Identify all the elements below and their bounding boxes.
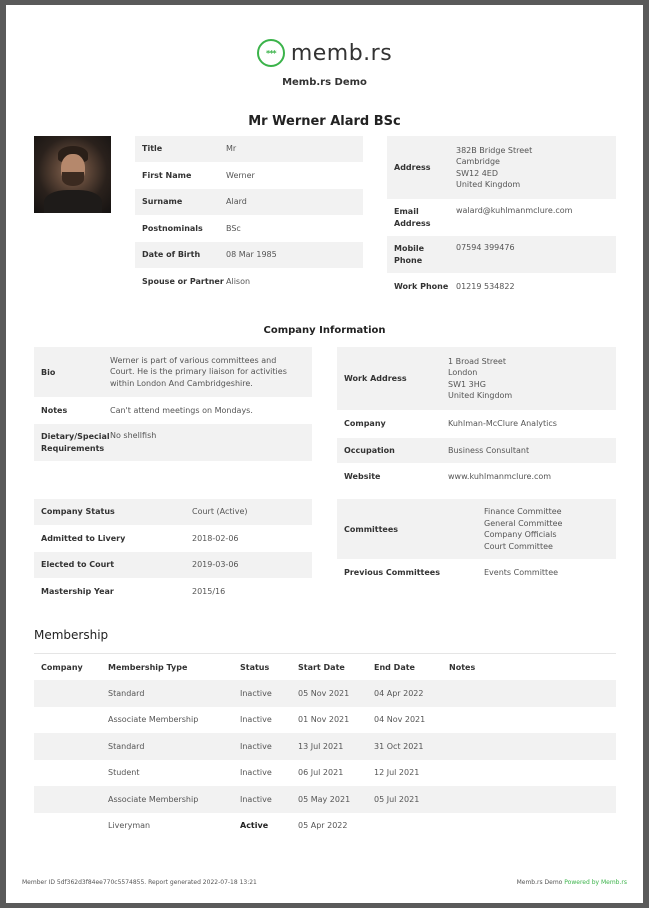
bio-value: [110, 355, 287, 390]
cell-type: Standard: [101, 680, 233, 707]
work-address-line: 1 Broad Street: [448, 356, 506, 366]
bio-line: Court. He is the primary liaison for activities: [110, 367, 287, 377]
committees-value: [484, 506, 562, 552]
logo-text: memb.rs: [290, 40, 393, 66]
dietary-value: No shellfish: [110, 431, 157, 440]
cell-status: Inactive: [240, 768, 272, 778]
membership-header-row: [34, 654, 616, 680]
cell-end: 05 Jul 2021: [367, 786, 442, 813]
cell-notes: [442, 680, 616, 707]
mobile-label-line: Mobile: [394, 244, 425, 253]
work-details: [337, 347, 616, 491]
status-row: [34, 526, 312, 553]
column-header: Start Date: [298, 662, 345, 672]
status-label: Admitted to Livery: [41, 533, 126, 543]
org-name: Memb.rs Demo: [282, 77, 367, 88]
cell-end: 04 Apr 2022: [367, 680, 442, 707]
occupation-row: [337, 438, 616, 465]
detail-label: Spouse or Partner: [142, 276, 224, 286]
detail-value: Alison: [226, 276, 251, 286]
cell-notes: [442, 813, 616, 840]
column-header: End Date: [374, 662, 415, 672]
table-row: [34, 786, 616, 813]
previous-committees-row: [337, 560, 616, 587]
bio-details: [34, 347, 312, 462]
status-label: Elected to Court: [41, 560, 115, 570]
bio-label: Bio: [41, 367, 56, 377]
member-photo: [34, 136, 111, 213]
mobile-value: 07594 399476: [456, 243, 515, 252]
committees-details: [337, 499, 616, 587]
detail-label: Title: [142, 144, 163, 154]
status-row: [34, 499, 312, 526]
address-line: United Kingdom: [456, 180, 521, 189]
cell-start: 05 May 2021: [291, 786, 367, 813]
detail-row: [135, 163, 363, 190]
email-value: walard@kuhlmanmclure.com: [456, 206, 573, 215]
footer-org: Memb.rs Demo: [516, 879, 563, 886]
status-value: 2015/16: [192, 586, 226, 596]
column-header: Status: [240, 662, 270, 672]
table-row: [34, 707, 616, 734]
website-value: www.kuhlmanmclure.com: [448, 472, 552, 482]
member-name: Mr Werner Alard BSc: [248, 114, 401, 129]
occupation-value: Business Consultant: [448, 445, 530, 455]
address-line: SW12 4ED: [456, 168, 499, 178]
status-value: 2019-03-06: [192, 560, 239, 570]
detail-value: Alard: [226, 197, 247, 207]
cell-company: [34, 760, 101, 787]
status-label: Company Status: [41, 507, 115, 517]
detail-value: 08 Mar 1985: [226, 250, 277, 260]
cell-end: 04 Nov 2021: [374, 715, 426, 725]
address-line: Cambridge: [456, 157, 500, 166]
cell-company: [34, 680, 101, 707]
detail-label: Surname: [142, 197, 183, 207]
footer-member-id: Member ID 5df362d3f84ee770c5574855. Report generated 2022-07-18 13:21: [22, 879, 257, 886]
committee-line: Finance Committee: [484, 507, 562, 516]
work-address-line: SW1 3HG: [448, 379, 486, 389]
cell-company: [34, 707, 101, 734]
address-label: Address: [394, 163, 431, 172]
website-row: [337, 464, 616, 491]
company-label: Company: [344, 419, 386, 429]
notes-row: [34, 398, 312, 424]
membership-table: [34, 654, 616, 839]
occupation-label: Occupation: [344, 445, 395, 455]
membership-title: Membership: [34, 628, 109, 642]
dietary-label-line: Requirements: [41, 443, 105, 453]
cell-notes: [442, 707, 616, 734]
work-address-label: Work Address: [344, 374, 407, 383]
detail-label: Date of Birth: [142, 250, 201, 260]
mobile-label: [387, 243, 456, 266]
detail-label: Postnominals: [142, 223, 203, 233]
logo-icon: [257, 39, 285, 67]
status-value: 2018-02-06: [192, 533, 239, 543]
website-label: Website: [344, 472, 381, 482]
column-header: Notes: [449, 662, 476, 672]
table-row: [34, 813, 616, 840]
cell-notes: [442, 760, 616, 787]
notes-value: Can't attend meetings on Mondays.: [110, 406, 253, 415]
cell-start: 05 Apr 2022: [298, 821, 348, 831]
detail-value: Werner: [226, 170, 255, 180]
detail-row: [135, 269, 363, 296]
cell-start: 05 Nov 2021: [291, 680, 367, 707]
mobile-label-line: Phone: [394, 255, 423, 265]
company-value: Kuhlman-McClure Analytics: [448, 419, 557, 429]
previous-committees-label: Previous Committees: [344, 568, 440, 578]
cell-type: Associate Membership: [108, 715, 199, 725]
cell-notes: [442, 786, 616, 813]
cell-status-active: Active: [240, 821, 269, 831]
cell-company: [34, 813, 101, 840]
cell-status: Inactive: [233, 786, 291, 813]
cell-type: Liveryman: [108, 821, 151, 831]
cell-company: [34, 786, 101, 813]
detail-value: Mr: [226, 144, 237, 154]
status-label: Mastership Year: [41, 586, 114, 596]
dietary-label-line: Dietary/Special: [41, 432, 110, 441]
committees-row: [337, 499, 616, 560]
cell-notes: [442, 733, 616, 760]
detail-value: BSc: [226, 223, 241, 233]
column-header: Company: [41, 662, 83, 672]
detail-row: [135, 136, 363, 163]
status-row: [34, 552, 312, 579]
footer-branding: [517, 879, 627, 886]
table-row: [34, 733, 616, 760]
cell-type: Standard: [101, 733, 233, 760]
company-row: [337, 411, 616, 438]
status-value: Court (Active): [192, 507, 248, 517]
cell-start: 13 Jul 2021: [291, 733, 367, 760]
cell-status: Inactive: [233, 733, 291, 760]
status-details: [34, 499, 312, 605]
company-info-title: Company Information: [263, 325, 386, 336]
mobile-row: [387, 236, 616, 274]
contact-details: [387, 136, 616, 300]
work-phone-label: Work Phone: [394, 282, 449, 291]
table-row: [34, 680, 616, 707]
address-line: 382B Bridge Street: [456, 145, 533, 155]
committee-line: Company Officials: [484, 530, 557, 539]
email-label-line: Address: [394, 218, 431, 228]
email-label: [387, 206, 456, 229]
cell-status: Inactive: [240, 715, 272, 725]
committee-line: General Committee: [484, 518, 563, 528]
personal-details: [135, 136, 363, 295]
detail-row: [135, 216, 363, 243]
report-page: [6, 5, 643, 903]
bio-line: within London And Cambridgeshire.: [110, 378, 253, 388]
brand-logo: [6, 39, 643, 75]
work-address-line: United Kingdom: [448, 391, 513, 400]
dietary-label: [34, 431, 110, 454]
work-phone-value: 01219 534822: [456, 282, 515, 291]
cell-status: Inactive: [233, 680, 291, 707]
work-phone-row: [387, 274, 616, 300]
detail-row: [135, 242, 363, 269]
cell-start: 01 Nov 2021: [298, 715, 350, 725]
email-label-line: Email: [394, 207, 419, 216]
address-value: [456, 145, 532, 191]
bio-row: [34, 347, 312, 398]
table-row: [34, 760, 616, 787]
previous-committees-value: Events Committee: [484, 568, 559, 578]
cell-end: [367, 813, 442, 840]
cell-end: 12 Jul 2021: [374, 768, 420, 778]
cell-start: 06 Jul 2021: [298, 768, 344, 778]
cell-type: Student: [108, 768, 140, 778]
work-address-row: [337, 347, 616, 411]
committee-line: Court Committee: [484, 541, 553, 551]
dietary-row: [34, 424, 312, 462]
address-row: [387, 136, 616, 200]
email-row: [387, 200, 616, 236]
bio-line: Werner is part of various committees and: [110, 355, 277, 365]
column-header: Membership Type: [108, 662, 188, 672]
footer-powered-link[interactable]: Powered by Memb.rs: [564, 879, 627, 886]
notes-label: Notes: [41, 406, 68, 415]
cell-type: Associate Membership: [101, 786, 233, 813]
detail-row: [135, 189, 363, 216]
work-address-line: London: [448, 368, 478, 377]
cell-end: 31 Oct 2021: [367, 733, 442, 760]
detail-label: First Name: [142, 170, 192, 180]
committees-label: Committees: [344, 524, 399, 534]
work-address-value: [448, 356, 512, 402]
logo-glyph: ***: [266, 48, 276, 58]
status-row: [34, 579, 312, 606]
cell-company: [34, 733, 101, 760]
